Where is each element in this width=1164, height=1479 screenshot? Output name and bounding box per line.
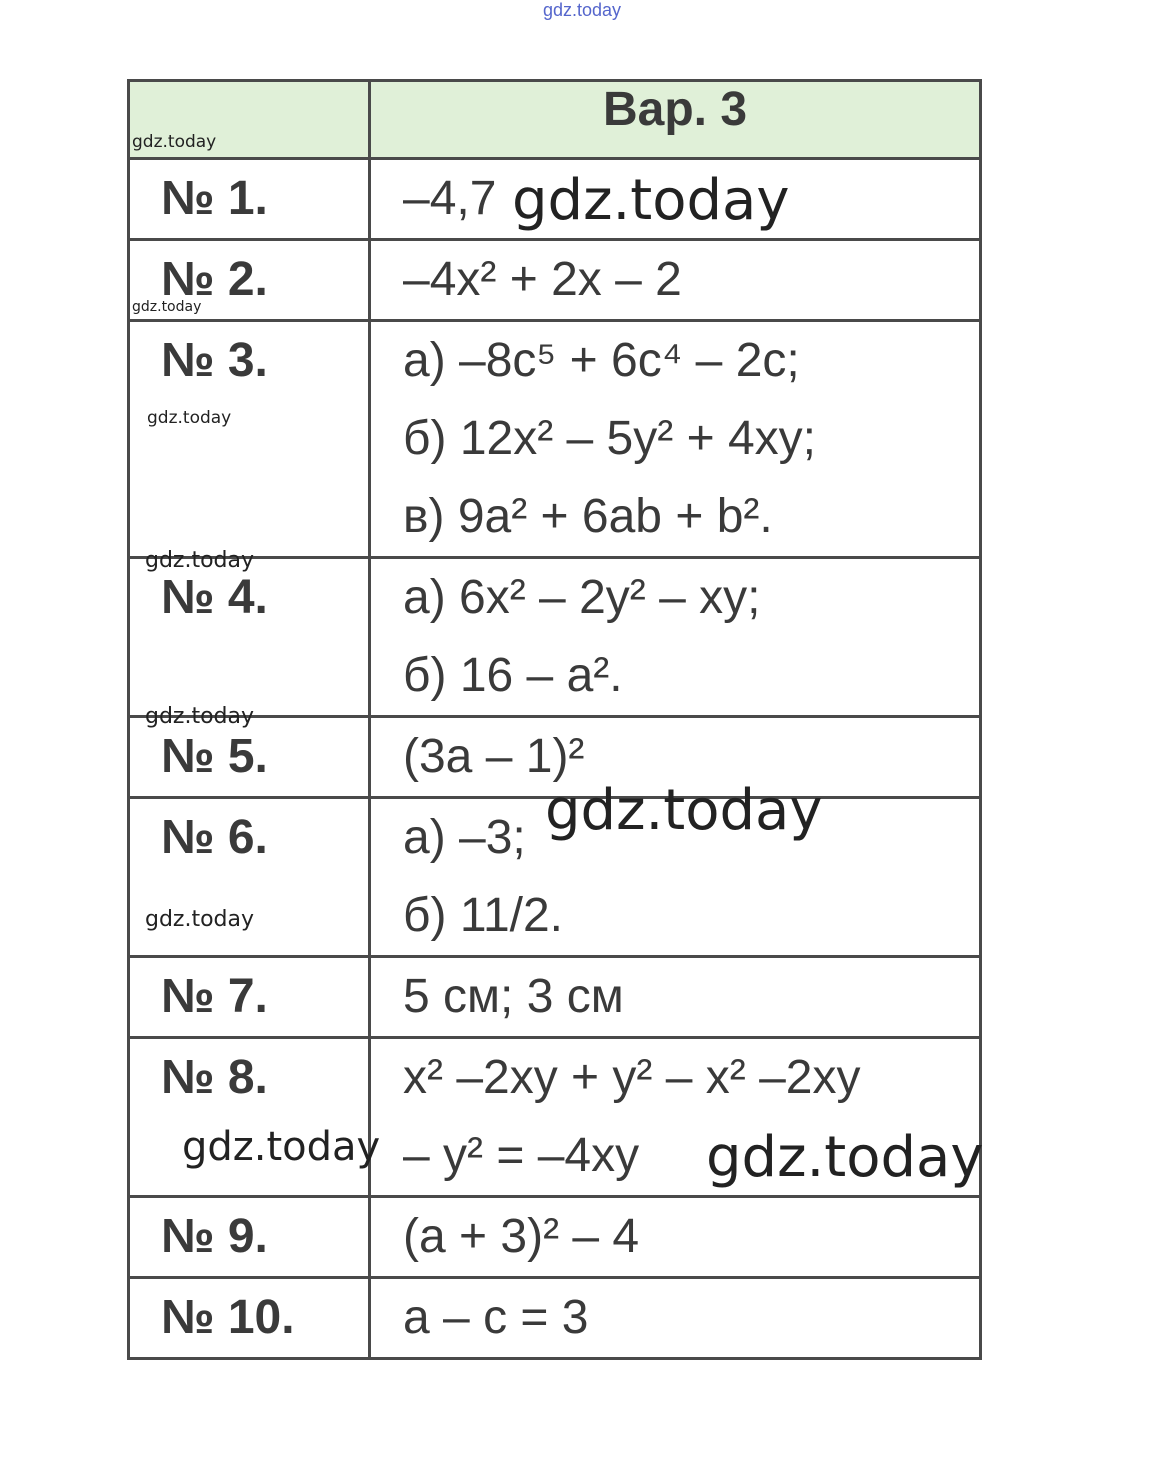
table-row — [129, 957, 981, 1038]
watermark-text: gdz.today — [182, 1124, 381, 1170]
answer-line: б) 11/2. — [403, 889, 564, 942]
answer-line: x² –2xy + y² – x² –2xy — [403, 1051, 861, 1104]
top-watermark: gdz.today — [542, 0, 622, 20]
task-number: № 8. — [129, 1038, 370, 1197]
watermark-text: gdz.today — [145, 907, 255, 932]
task-number: № 9. — [129, 1197, 370, 1278]
table-row — [129, 1278, 981, 1359]
task-answer — [370, 321, 981, 558]
table-header-row — [129, 81, 981, 159]
answer-line: – y² = –4xy — [403, 1129, 640, 1182]
watermark-text: gdz.today — [512, 168, 790, 233]
watermark-text: gdz.today — [145, 548, 255, 573]
watermark-text: gdz.today — [147, 408, 232, 428]
answer-line: а) –3; — [403, 811, 526, 864]
task-answer — [370, 1278, 981, 1359]
watermark-text: gdz.today — [132, 132, 217, 152]
table-row — [129, 558, 981, 717]
task-number: № 2. — [129, 240, 370, 321]
watermark-text: gdz.today — [545, 778, 823, 843]
answer-line: –4,7 — [403, 172, 497, 225]
answer-line: (3a – 1)² — [403, 730, 585, 783]
watermark-text: gdz.today — [706, 1125, 984, 1190]
answer-line: а) –8c⁵ + 6c⁴ – 2c; — [403, 334, 800, 387]
answer-line: в) 9a² + 6ab + b². — [403, 490, 773, 543]
task-number: № 4. — [129, 558, 370, 717]
answer-line: 5 см; 3 см — [403, 970, 624, 1023]
table-row — [129, 321, 981, 558]
answer-line: б) 16 – a². — [403, 649, 623, 702]
answer-line: a – c = 3 — [403, 1291, 589, 1344]
table-row — [129, 240, 981, 321]
watermark-text: gdz.today — [132, 299, 202, 315]
answer-line: а) 6x² – 2y² – xy; — [403, 571, 761, 624]
task-answer — [370, 558, 981, 717]
task-answer — [370, 1197, 981, 1278]
watermark-text: gdz.today — [145, 704, 255, 729]
task-answer — [370, 240, 981, 321]
task-number: № 10. — [129, 1278, 370, 1359]
answer-line: (a + 3)² – 4 — [403, 1210, 640, 1263]
task-number: № 6. — [129, 798, 370, 957]
table-row — [129, 1197, 981, 1278]
variant-header: Вар. 3 — [370, 81, 981, 159]
task-number: № 3. — [129, 321, 370, 558]
task-number: № 1. — [129, 159, 370, 240]
answer-line: –4x² + 2x – 2 — [403, 253, 682, 306]
task-number: № 7. — [129, 957, 370, 1038]
task-answer — [370, 957, 981, 1038]
task-number: № 5. — [129, 717, 370, 798]
answer-line: б) 12x² – 5y² + 4xy; — [403, 412, 816, 465]
